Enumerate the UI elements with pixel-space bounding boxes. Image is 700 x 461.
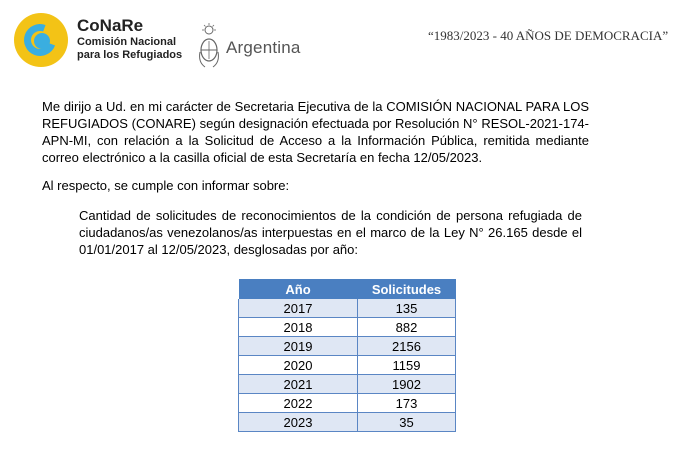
table-row [239, 413, 456, 432]
report-paragraph: Al respecto, se cumple con informar sobre: [42, 178, 290, 193]
table-row [239, 356, 456, 375]
table-row [239, 375, 456, 394]
argentina-coat-of-arms-icon [197, 22, 221, 70]
table-header-row [239, 279, 456, 299]
requests-cell: 35 [358, 413, 456, 432]
table-row [239, 394, 456, 413]
year-cell: 2019 [239, 337, 358, 356]
header-motto: “1983/2023 - 40 AÑOS DE DEMOCRACIA” [428, 28, 669, 43]
brand-block [77, 16, 182, 62]
year-cell: 2018 [239, 318, 358, 337]
table-row [239, 318, 456, 337]
quantity-paragraph: Cantidad de solicitudes de reconocimientos de la condición de persona refugiada de ciudadanos/as venezolanos/as interpuestas en el marco de la Ley N° 26.165 desde el 01/01/2017 al 12/05/2023, desglosadas por año: [79, 208, 582, 257]
country-name: Argentina [226, 38, 301, 57]
requests-cell: 135 [358, 299, 456, 318]
requests-cell: 882 [358, 318, 456, 337]
requests-cell: 173 [358, 394, 456, 413]
year-cell: 2023 [239, 413, 358, 432]
column-header-requests: Solicitudes [358, 279, 456, 299]
brand-subtitle-line-1: Comisión Nacional [77, 36, 177, 48]
brand-name: CoNaRe [77, 16, 144, 35]
requests-cell: 1902 [358, 375, 456, 394]
year-cell: 2021 [239, 375, 358, 394]
year-cell: 2017 [239, 299, 358, 318]
conare-logo-dot [34, 33, 50, 49]
year-cell: 2022 [239, 394, 358, 413]
intro-paragraph: Me dirijo a Ud. en mi carácter de Secretaria Ejecutiva de la COMISIÓN NACIONAL PARA LOS REFUGIADOS (CONARE) según designación efectuada por Resolución N° RESOL-2021-174-APN-MI, con relación a la Solicitud de Acceso a la Información Pública, remitida mediante correo electrónico a la casilla oficial de esta Secretaría en fecha 12/05/2023. [42, 99, 589, 165]
table-row [239, 299, 456, 318]
column-header-year: Año [239, 279, 358, 299]
year-cell: 2020 [239, 356, 358, 375]
requests-table [238, 279, 456, 432]
table-row [239, 337, 456, 356]
document-header [0, 0, 700, 80]
requests-cell: 2156 [358, 337, 456, 356]
requests-cell: 1159 [358, 356, 456, 375]
brand-subtitle-line-2: para los Refugiados [77, 49, 183, 61]
